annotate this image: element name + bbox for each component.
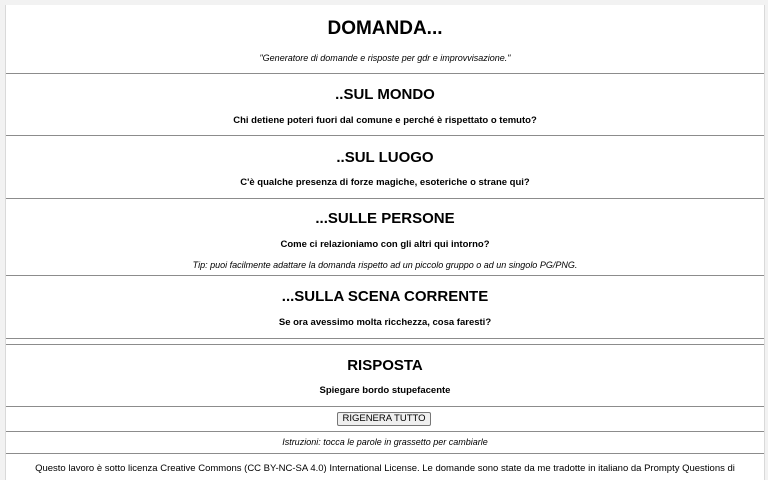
page-subtitle: "Generatore di domande e risposte per gdr e improvvisazione.": [259, 53, 511, 63]
divider: [6, 275, 764, 276]
instructions-text: Istruzioni: tocca le parole in grassetto per cambiarle: [282, 437, 488, 447]
section-heading-place: ..SUL LUOGO: [336, 149, 434, 166]
answer-text[interactable]: Spiegare bordo stupefacente: [319, 385, 451, 396]
section-heading-scene: ...SULLA SCENA CORRENTE: [281, 288, 489, 305]
question-scene[interactable]: Se ora avessimo molta ricchezza, cosa faresti?: [278, 317, 492, 328]
section-heading-world: ..SUL MONDO: [335, 86, 435, 103]
divider: [6, 431, 764, 432]
question-world[interactable]: Chi detiene poteri fuori dal comune e perché è rispettato o temuto?: [233, 115, 537, 126]
divider: [6, 453, 764, 454]
question-place[interactable]: C'è qualche presenza di forze magiche, esoteriche o strane qui?: [240, 177, 530, 188]
question-people[interactable]: Come ci relazioniamo con gli altri qui intorno?: [280, 239, 490, 250]
regenerate-all-button[interactable]: RIGENERA TUTTO: [337, 412, 431, 426]
divider: [6, 73, 764, 74]
divider: [6, 344, 764, 345]
page-title: DOMANDA...: [327, 18, 443, 39]
divider: [6, 338, 764, 339]
divider: [6, 198, 764, 199]
answer-heading: RISPOSTA: [347, 357, 423, 374]
tip-text: Tip: puoi facilmente adattare la domanda rispetto ad un piccolo gruppo o ad un singolo PG/PNG.: [192, 260, 578, 270]
divider: [6, 406, 764, 407]
license-text: Questo lavoro è sotto licenza Creative Commons (CC BY-NC-SA 4.0) International License. Le domande sono state da me tradotte in italiano da Prompty Questions di: [35, 463, 735, 474]
page: [5, 5, 765, 480]
divider: [6, 135, 764, 136]
section-heading-people: ...SULLE PERSONE: [315, 210, 455, 227]
